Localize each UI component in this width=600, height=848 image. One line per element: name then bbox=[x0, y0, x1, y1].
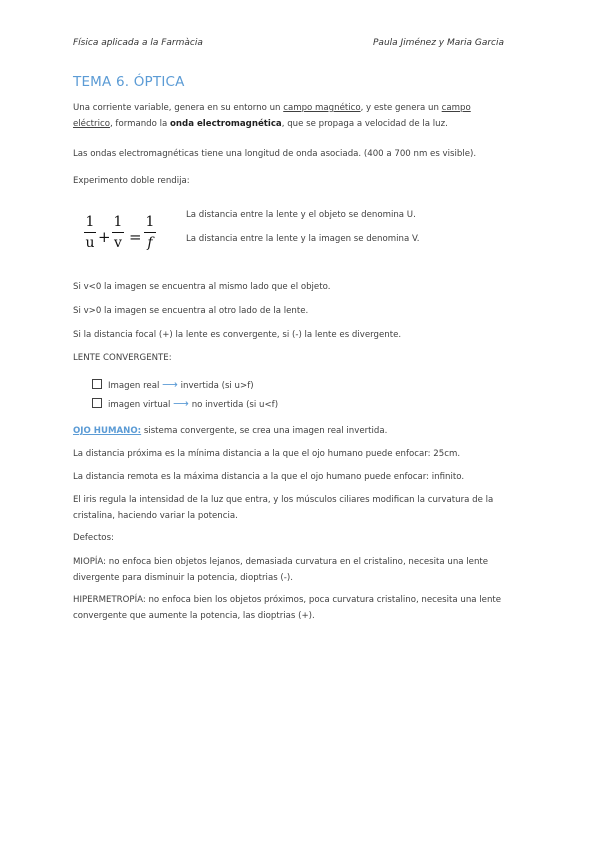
miopia-paragraph: MIOPÍA: no enfoca bien objetos lejanos, demasiada curvatura en el cristalino, necesita una lente divergente para disminuir la potencia, dioptrias (-). bbox=[73, 557, 489, 583]
header-course: Física aplicada a la Farmàcia bbox=[73, 38, 203, 48]
fraction-1-over-v: 1 v bbox=[113, 214, 123, 251]
distancia-proxima: La distancia próxima es la mínima distancia a la que el ojo humano puede enfocar: 25cm. bbox=[73, 449, 461, 459]
iris-paragraph: El iris regula la intensidad de la luz que entra, y los músculos ciliares modifican la curvatura de la cristalina, haciendo variar la potencia. bbox=[73, 495, 494, 521]
defectos-heading: Defectos: bbox=[73, 533, 114, 543]
plus-sign: + bbox=[98, 228, 111, 246]
page-title: TEMA 6. ÓPTICA bbox=[73, 74, 185, 90]
checklist-item-virtual: imagen virtual ⟶ no invertida (si u<f) bbox=[92, 397, 278, 410]
intro-paragraph bbox=[73, 100, 533, 132]
intro-text-1: Una corriente variable, genera en su entorno un bbox=[73, 103, 284, 113]
link-campo[interactable]: campo bbox=[441, 103, 471, 113]
lens-formula bbox=[84, 214, 164, 260]
formula-note-u: La distancia entre la lente y el objeto se denomina U. bbox=[186, 210, 416, 220]
rule-focal-sign: Si la distancia focal (+) la lente es convergente, si (-) la lente es divergente. bbox=[73, 330, 402, 340]
wavelength-paragraph: Las ondas electromagnéticas tiene una longitud de onda asociada. (400 a 700 nm es visible). bbox=[73, 149, 477, 159]
header-authors: Paula Jiménez y Maria Garcia bbox=[373, 38, 505, 48]
arrow-right-icon: ⟶ bbox=[173, 397, 189, 410]
intro-text-2: , y este genera un bbox=[360, 103, 442, 113]
link-electrico[interactable]: eléctrico bbox=[73, 119, 110, 129]
checkbox-icon[interactable] bbox=[92, 398, 102, 408]
equals-sign: = bbox=[129, 228, 142, 246]
fraction-1-over-f: 1 f bbox=[145, 214, 155, 251]
ojo-humano-link[interactable]: OJO HUMANO: bbox=[73, 426, 142, 436]
rule-v-negative: Si v<0 la imagen se encuentra al mismo lado que el objeto. bbox=[73, 282, 331, 292]
fraction-1-over-u: 1 u bbox=[85, 214, 95, 251]
distancia-remota: La distancia remota es la máxima distancia a la que el ojo humano puede enfocar: infinito. bbox=[73, 472, 465, 482]
link-campo-magnetico[interactable]: campo magnético bbox=[283, 103, 361, 113]
checkbox-icon[interactable] bbox=[92, 379, 102, 389]
bold-onda-electromagnetica: onda electromagnética bbox=[170, 119, 282, 129]
checklist-item-real: Imagen real ⟶ invertida (si u>f) bbox=[92, 378, 254, 391]
hipermetropia-paragraph: HIPERMETROPÍA: no enfoca bien los objetos próximos, poca curvatura cristalino, necesita una lente convergente que aumente la potencia, las dioptrias (+). bbox=[73, 595, 502, 621]
intro-text-4: , que se propaga a velocidad de la luz. bbox=[281, 119, 448, 129]
lente-convergente-heading: LENTE CONVERGENTE: bbox=[73, 353, 172, 363]
formula-note-v: La distancia entre la lente y la imagen se denomina V. bbox=[186, 234, 420, 244]
arrow-right-icon: ⟶ bbox=[162, 378, 178, 391]
experiment-label: Experimento doble rendija: bbox=[73, 176, 190, 186]
intro-text-3: , formando la bbox=[109, 119, 171, 129]
ojo-humano-paragraph: OJO HUMANO: sistema convergente, se crea una imagen real invertida. bbox=[73, 426, 388, 436]
rule-v-positive: Si v>0 la imagen se encuentra al otro lado de la lente. bbox=[73, 306, 309, 316]
